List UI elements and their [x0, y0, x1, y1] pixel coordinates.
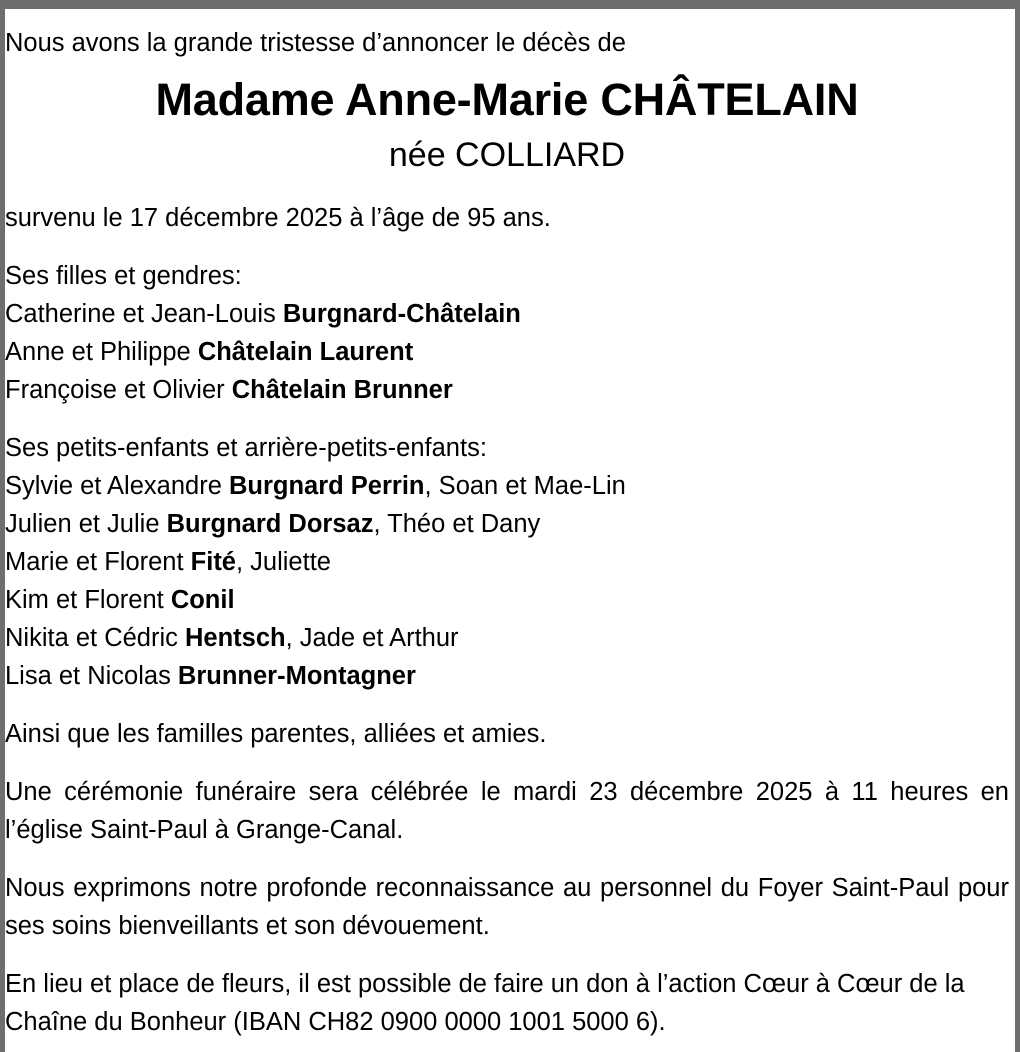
list-item	[5, 467, 1009, 505]
relative-surname: Châtelain Laurent	[197, 338, 414, 366]
list-item	[5, 543, 1009, 581]
relative-prefix: Nikita et Cédric	[5, 624, 185, 652]
relative-surname: Burgnard Dorsaz	[166, 510, 374, 538]
relative-prefix: Marie et Florent	[5, 548, 191, 576]
relative-surname: Brunner-Montagner	[177, 662, 416, 690]
maiden-name: née COLLIARD	[388, 136, 626, 174]
intro-text: Nous avons la grande tristesse d’annoncer le décès de	[5, 29, 626, 57]
relative-prefix: Sylvie et Alexandre	[5, 472, 229, 500]
death-line: survenu le 17 décembre 2025 à l’âge de 95 ans.	[5, 204, 551, 232]
deceased-name: Madame Anne-Marie CHÂTELAIN	[155, 74, 859, 125]
relative-suffix: , Jade et Arthur	[285, 624, 459, 652]
list-item	[5, 581, 1009, 619]
relative-prefix: Julien et Julie	[5, 510, 167, 538]
list-item	[5, 505, 1009, 543]
notice-content	[5, 9, 1015, 1052]
list-item	[5, 371, 1009, 409]
relative-prefix: Catherine et Jean-Louis	[5, 300, 283, 328]
grandchildren-block	[5, 429, 1009, 695]
grandchildren-heading: Ses petits-enfants et arrière-petits-enfants:	[5, 434, 487, 462]
relative-surname: Châtelain Brunner	[231, 376, 453, 404]
top-border	[0, 0, 1020, 9]
relative-prefix: Kim et Florent	[5, 586, 171, 614]
families-line: Ainsi que les familles parentes, alliées et amies.	[5, 720, 547, 748]
list-item	[5, 619, 1009, 657]
daughters-block	[5, 257, 1009, 409]
relative-surname: Burgnard Perrin	[228, 472, 425, 500]
thanks-paragraph: Nous exprimons notre profonde reconnaissance au personnel du Foyer Saint-Paul pour ses soins bienveillants et son dévouement.	[5, 874, 1009, 940]
daughters-heading: Ses filles et gendres:	[5, 262, 242, 290]
relative-surname: Fité	[190, 548, 236, 576]
relative-surname: Conil	[170, 586, 235, 614]
donation-paragraph: En lieu et place de fleurs, il est possible de faire un don à l’action Cœur à Cœur de la Chaîne du Bonheur (IBAN CH82 0900 0000 1001 5000 6).	[5, 970, 965, 1036]
relative-prefix: Françoise et Olivier	[5, 376, 232, 404]
relative-suffix: , Juliette	[236, 548, 331, 576]
ceremony-paragraph: Une cérémonie funéraire sera célébrée le mardi 23 décembre 2025 à 11 heures en l’église Saint-Paul à Grange-Canal.	[5, 778, 1009, 844]
relative-prefix: Anne et Philippe	[5, 338, 198, 366]
list-item	[5, 657, 1009, 695]
relative-surname: Hentsch	[184, 624, 286, 652]
list-item	[5, 333, 1009, 371]
list-item	[5, 295, 1009, 333]
relative-prefix: Lisa et Nicolas	[5, 662, 178, 690]
relative-surname: Burgnard-Châtelain	[282, 300, 521, 328]
relative-suffix: , Soan et Mae-Lin	[424, 472, 626, 500]
right-border	[1015, 0, 1020, 1052]
relative-suffix: , Théo et Dany	[373, 510, 541, 538]
